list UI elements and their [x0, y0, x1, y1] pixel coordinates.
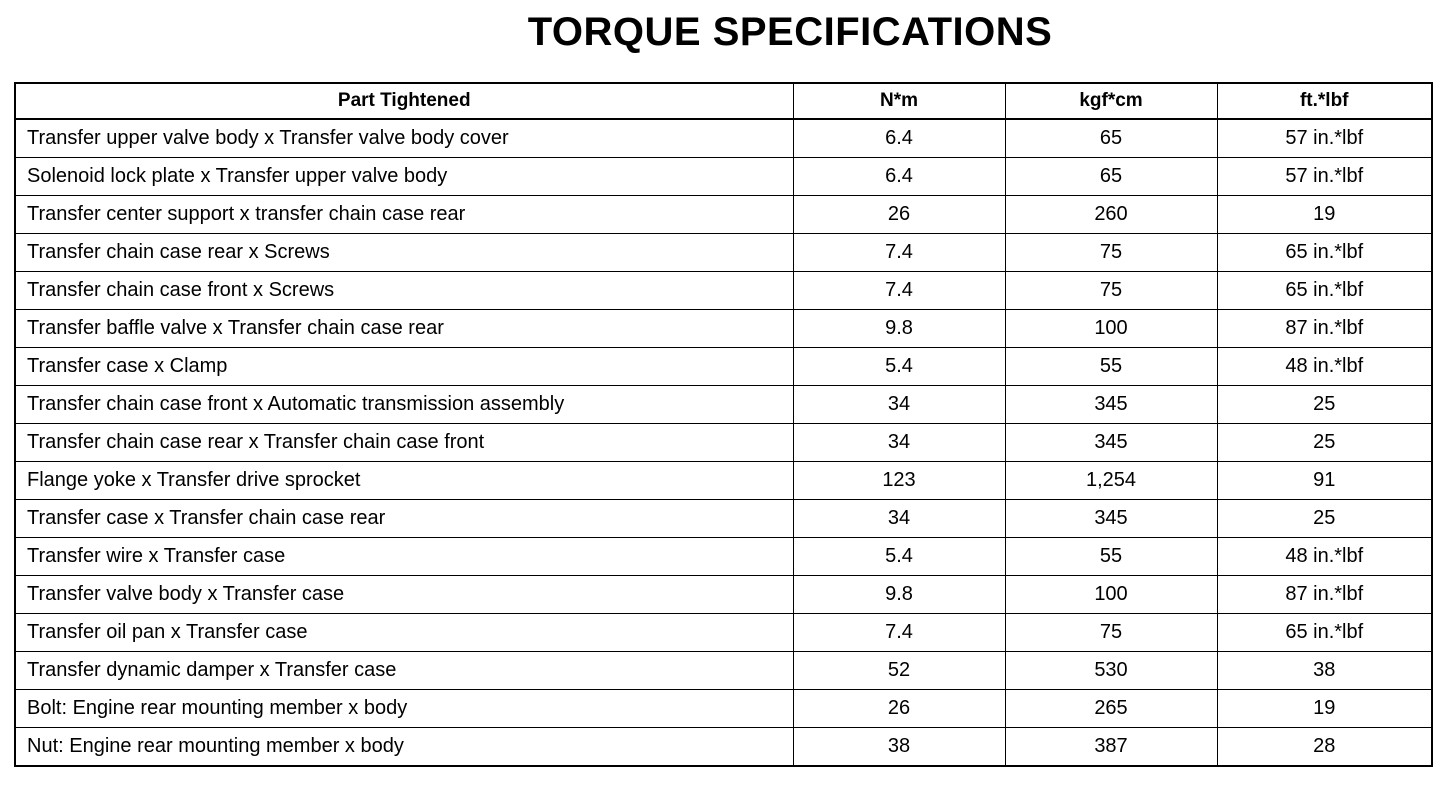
cell-kgf-cm: 55 [1005, 348, 1217, 386]
table-row [15, 119, 1432, 158]
cell-kgf-cm: 345 [1005, 500, 1217, 538]
cell-part-tightened: Transfer oil pan x Transfer case [15, 614, 793, 652]
cell-kgf-cm: 387 [1005, 728, 1217, 767]
cell-part-tightened: Transfer case x Transfer chain case rear [15, 500, 793, 538]
table-row [15, 386, 1432, 424]
cell-part-tightened: Transfer wire x Transfer case [15, 538, 793, 576]
cell-kgf-cm: 65 [1005, 158, 1217, 196]
table-row [15, 728, 1432, 767]
cell-ft-lbf: 91 [1217, 462, 1432, 500]
cell-nm: 9.8 [793, 310, 1005, 348]
cell-ft-lbf: 65 in.*lbf [1217, 234, 1432, 272]
cell-part-tightened: Transfer dynamic damper x Transfer case [15, 652, 793, 690]
cell-part-tightened: Flange yoke x Transfer drive sprocket [15, 462, 793, 500]
cell-part-tightened: Transfer case x Clamp [15, 348, 793, 386]
cell-nm: 52 [793, 652, 1005, 690]
cell-kgf-cm: 260 [1005, 196, 1217, 234]
cell-nm: 7.4 [793, 614, 1005, 652]
cell-ft-lbf: 38 [1217, 652, 1432, 690]
cell-ft-lbf: 28 [1217, 728, 1432, 767]
cell-ft-lbf: 25 [1217, 500, 1432, 538]
table-row [15, 690, 1432, 728]
cell-kgf-cm: 65 [1005, 119, 1217, 158]
page-title: TORQUE SPECIFICATIONS [527, 10, 1053, 54]
table-row [15, 272, 1432, 310]
cell-nm: 123 [793, 462, 1005, 500]
cell-kgf-cm: 75 [1005, 614, 1217, 652]
cell-ft-lbf: 87 in.*lbf [1217, 576, 1432, 614]
cell-nm: 34 [793, 500, 1005, 538]
table-row [15, 234, 1432, 272]
table-row [15, 614, 1432, 652]
cell-kgf-cm: 55 [1005, 538, 1217, 576]
cell-kgf-cm: 1,254 [1005, 462, 1217, 500]
cell-ft-lbf: 87 in.*lbf [1217, 310, 1432, 348]
cell-part-tightened: Transfer chain case rear x Transfer chain case front [15, 424, 793, 462]
cell-kgf-cm: 345 [1005, 386, 1217, 424]
cell-part-tightened: Transfer chain case front x Screws [15, 272, 793, 310]
header-part-tightened: Part Tightened [15, 83, 793, 119]
cell-ft-lbf: 19 [1217, 690, 1432, 728]
table-header-row [15, 83, 1432, 119]
cell-part-tightened: Transfer center support x transfer chain case rear [15, 196, 793, 234]
cell-part-tightened: Transfer upper valve body x Transfer valve body cover [15, 119, 793, 158]
cell-ft-lbf: 57 in.*lbf [1217, 119, 1432, 158]
table-row [15, 348, 1432, 386]
cell-part-tightened: Transfer chain case rear x Screws [15, 234, 793, 272]
cell-nm: 26 [793, 196, 1005, 234]
table-row [15, 462, 1432, 500]
table-row [15, 158, 1432, 196]
cell-nm: 5.4 [793, 538, 1005, 576]
cell-nm: 7.4 [793, 272, 1005, 310]
cell-nm: 6.4 [793, 119, 1005, 158]
cell-kgf-cm: 345 [1005, 424, 1217, 462]
cell-ft-lbf: 19 [1217, 196, 1432, 234]
cell-nm: 34 [793, 424, 1005, 462]
header-kgf-cm: kgf*cm [1005, 83, 1217, 119]
cell-nm: 5.4 [793, 348, 1005, 386]
table-row [15, 196, 1432, 234]
cell-ft-lbf: 65 in.*lbf [1217, 272, 1432, 310]
cell-part-tightened: Bolt: Engine rear mounting member x body [15, 690, 793, 728]
cell-part-tightened: Transfer valve body x Transfer case [15, 576, 793, 614]
cell-nm: 7.4 [793, 234, 1005, 272]
torque-specifications-table [14, 82, 1433, 767]
cell-nm: 34 [793, 386, 1005, 424]
table-row [15, 538, 1432, 576]
cell-part-tightened: Transfer chain case front x Automatic transmission assembly [15, 386, 793, 424]
cell-ft-lbf: 25 [1217, 424, 1432, 462]
table-row [15, 576, 1432, 614]
table-row [15, 652, 1432, 690]
table-body [15, 119, 1432, 766]
cell-ft-lbf: 57 in.*lbf [1217, 158, 1432, 196]
header-nm: N*m [793, 83, 1005, 119]
cell-ft-lbf: 25 [1217, 386, 1432, 424]
cell-part-tightened: Nut: Engine rear mounting member x body [15, 728, 793, 767]
cell-kgf-cm: 265 [1005, 690, 1217, 728]
cell-nm: 9.8 [793, 576, 1005, 614]
cell-kgf-cm: 75 [1005, 272, 1217, 310]
cell-nm: 26 [793, 690, 1005, 728]
cell-part-tightened: Solenoid lock plate x Transfer upper valve body [15, 158, 793, 196]
header-ft-lbf: ft.*lbf [1217, 83, 1432, 119]
table-row [15, 424, 1432, 462]
cell-nm: 38 [793, 728, 1005, 767]
cell-ft-lbf: 48 in.*lbf [1217, 348, 1432, 386]
cell-nm: 6.4 [793, 158, 1005, 196]
cell-ft-lbf: 65 in.*lbf [1217, 614, 1432, 652]
table-row [15, 310, 1432, 348]
cell-part-tightened: Transfer baffle valve x Transfer chain case rear [15, 310, 793, 348]
table-row [15, 500, 1432, 538]
cell-kgf-cm: 530 [1005, 652, 1217, 690]
cell-kgf-cm: 100 [1005, 576, 1217, 614]
cell-kgf-cm: 100 [1005, 310, 1217, 348]
cell-kgf-cm: 75 [1005, 234, 1217, 272]
cell-ft-lbf: 48 in.*lbf [1217, 538, 1432, 576]
